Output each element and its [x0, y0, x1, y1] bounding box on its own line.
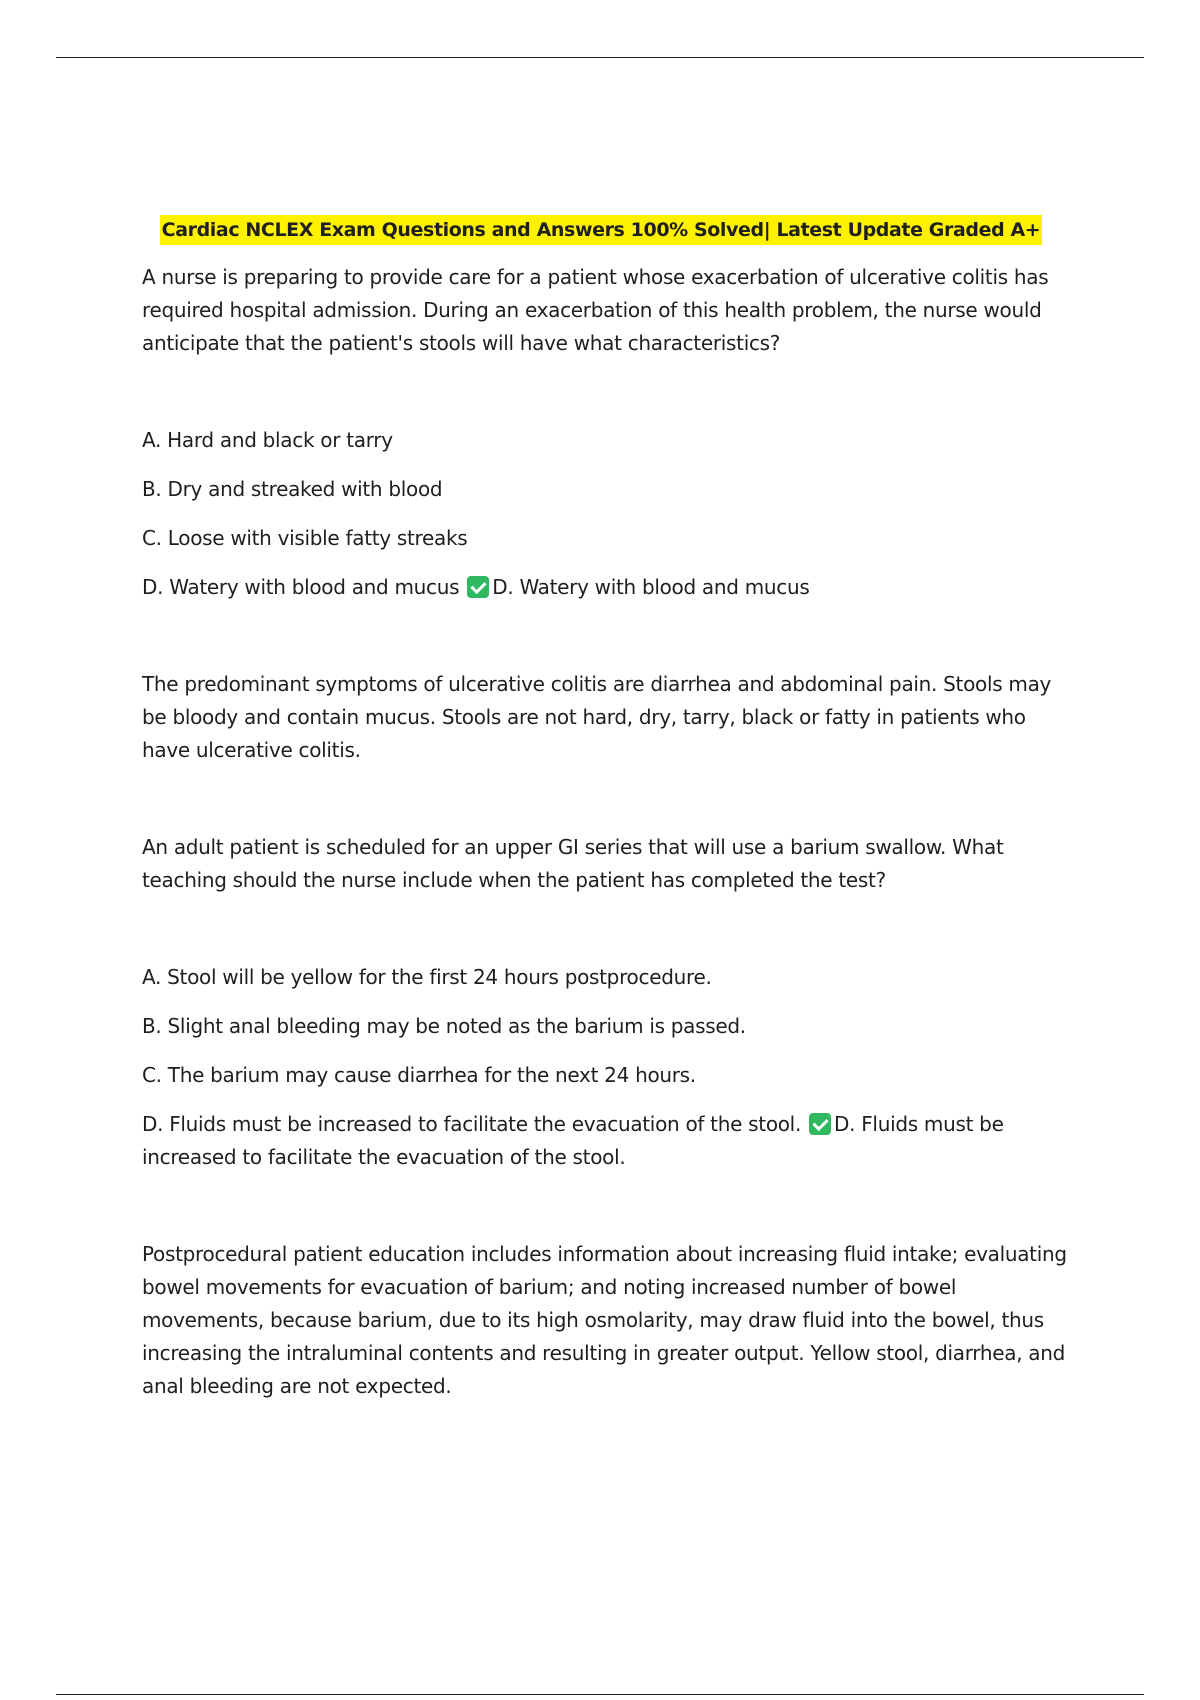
correct-answer: D. Watery with blood and mucus — [492, 575, 810, 599]
answer-option-b: B. Slight anal bleeding may be noted as the barium is passed. — [142, 1014, 746, 1038]
top-rule — [56, 57, 1144, 58]
answer-option-a: A. Stool will be yellow for the first 24 hours postprocedure. — [142, 965, 712, 989]
rationale-text: Postprocedural patient education includes information about increasing fluid intake; evaluating bowel movements for evacuation of barium; and noting increased number of bowel movements, because barium, due to its high osmolarity, may draw fluid into the bowel, thus increasing the intraluminal contents and resulting in greater output. Yellow stool, diarrhea, and anal bleeding are not expected. — [142, 1242, 1067, 1398]
rationale-text: The predominant symptoms of ulcerative colitis are diarrhea and abdominal pain. Stools may be bloody and contain mucus. Stools are not hard, dry, tarry, black or fatty in patients who have ulcerative colitis. — [142, 672, 1052, 762]
question-text: A nurse is preparing to provide care for a patient whose exacerbation of ulcerative colitis has required hospital admission. During an exacerbation of this health problem, the nurse would anticipate that the patient's stools will have what characteristics? — [142, 265, 1049, 355]
bottom-rule — [56, 1694, 1144, 1695]
question-block-1 — [142, 261, 1072, 767]
answer-option-d: D. Fluids must be increased to facilitate the evacuation of the stool. — [142, 1112, 802, 1136]
answer-option-c: C. Loose with visible fatty streaks — [142, 526, 468, 550]
answer-option-d: D. Watery with blood and mucus — [142, 575, 460, 599]
check-mark-icon — [809, 1113, 831, 1135]
answer-option-d-line — [142, 571, 1072, 604]
answer-option-b: B. Dry and streaked with blood — [142, 477, 443, 501]
answer-option-d-line — [142, 1108, 1072, 1174]
document-title: Cardiac NCLEX Exam Questions and Answers 100% Solved| Latest Update Graded A+ — [160, 215, 1043, 245]
correct-answer: D. Fluids must be increased to facilitate the evacuation of the stool. — [142, 1112, 1004, 1169]
question-text: An adult patient is scheduled for an upper GI series that will use a barium swallow. What teaching should the nurse include when the patient has completed the test? — [142, 835, 1004, 892]
answer-option-a: A. Hard and black or tarry — [142, 428, 393, 452]
check-mark-icon — [467, 576, 489, 598]
document-body — [142, 213, 1072, 1467]
question-block-2 — [142, 831, 1072, 1403]
answer-option-c: C. The barium may cause diarrhea for the next 24 hours. — [142, 1063, 696, 1087]
title-block — [142, 213, 1060, 246]
